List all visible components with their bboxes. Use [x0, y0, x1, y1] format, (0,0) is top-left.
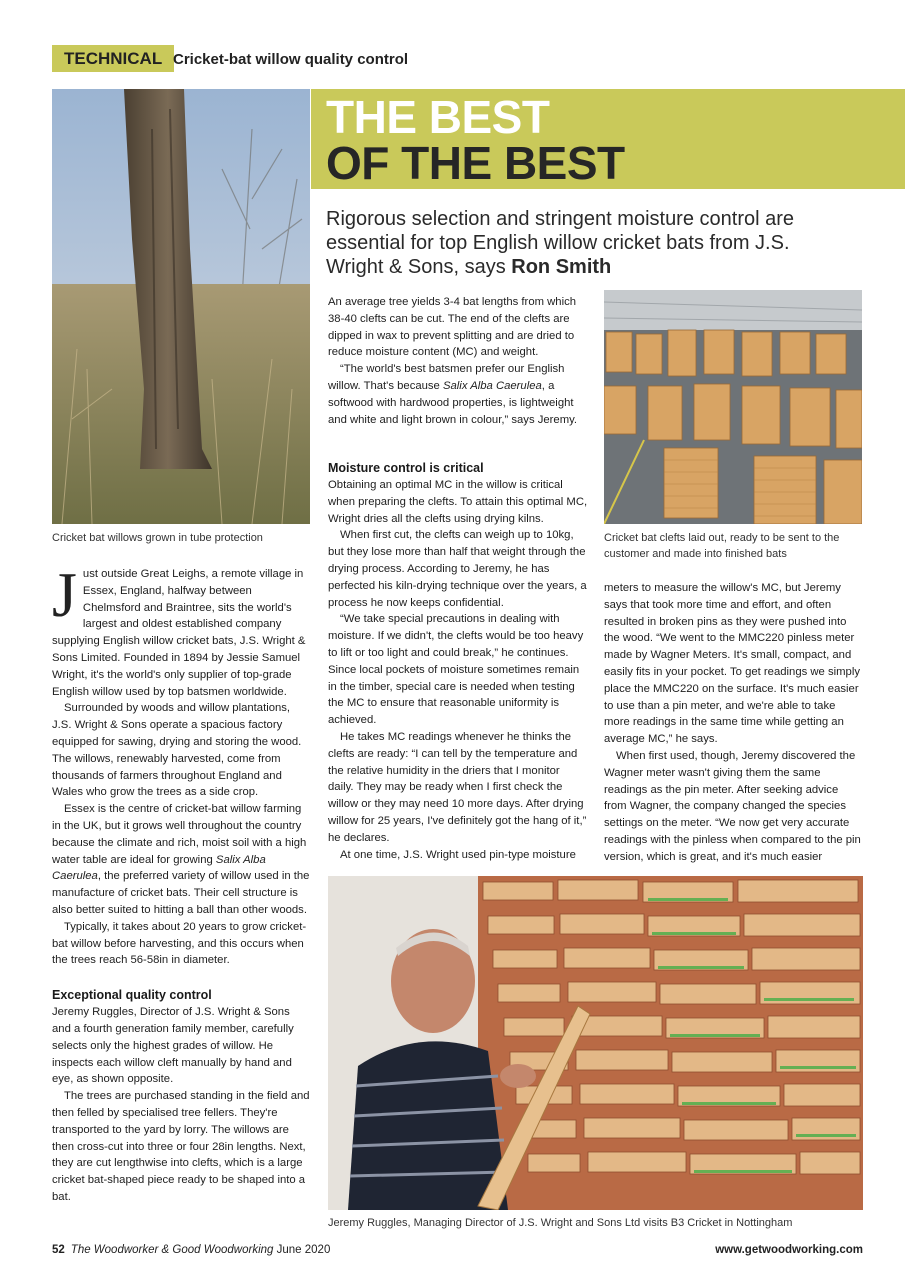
page-number: 52 — [52, 1244, 65, 1256]
caption-man: Jeremy Ruggles, Managing Director of J.S. Wright and Sons Ltd visits B3 Cricket in Nottingham — [328, 1217, 793, 1229]
footer-left — [52, 1244, 330, 1256]
middle-paragraph-3: Obtaining an optimal MC in the willow is critical when preparing the clefts. To attain this optimal MC, Wright dries all the clefts using drying kilns. — [328, 479, 588, 525]
standfirst-text: Rigorous selection and stringent moisture control are essential for top English willow cricket bats from J.S. Wright & Sons, says — [326, 208, 795, 278]
willow-tree-photo — [52, 89, 310, 524]
issue-date: June 2020 — [276, 1244, 331, 1256]
section-tag: TECHNICAL — [52, 45, 174, 72]
dropcap: J — [52, 566, 77, 630]
man-inspecting-cleft-photo — [328, 876, 863, 1210]
headline-line-1: THE BEST — [326, 91, 550, 143]
subhead-quality-control: Exceptional quality control — [52, 988, 212, 1003]
warehouse-clefts-photo — [604, 290, 862, 524]
middle-paragraph-4: When first cut, the clefts can weigh up to 10kg, but they lose more than half that weight through the drying process. According to Jeremy, he has perfected his kiln-drying technique over the years, a process he now keeps confidential. — [328, 529, 587, 609]
magazine-name: The Woodworker & Good Woodworking — [70, 1244, 274, 1256]
headline-line-2: OF THE BEST — [326, 137, 625, 189]
middle-paragraph-6: He takes MC readings whenever he thinks the clefts are ready: “I can tell by the temperature and the relative humidity in the driers that I monitor daily. They may be ready when I first check the willow or they may need 10 more days. After drying willow for 25 years, I've definitely got the hang of it,” he declares. — [328, 730, 587, 844]
left-paragraph-6: The trees are purchased standing in the field and then felled by specialised tree fellers. They're transported to the yard by lorry. The willows are then cross-cut into three or four 28in lengths. Next, they are cut lengthwise into clefts, which is a large cricket bat-shaped piece ready to be shaped into a bat. — [52, 1090, 310, 1203]
right-paragraph-1: meters to measure the willow's MC, but Jeremy says that took more time and effort, and often resulted in broken pins as they were pushed into the wood. “We went to the MMC220 pinless meter made by Wagner Meters. It's small, compact, and easily fits in your pocket. To get readings we simply place the MMC220 on the surface. It's much easier to use than a pin meter, and we're able to take more readings in the same time while getting an average MC,” he says. — [604, 582, 860, 746]
middle-paragraph-2: “The world's best batsmen prefer our English willow. That's because Salix Alba Caerulea, a softwood with hardwood properties, is lightweight and white and light brown in colour,” says Jeremy. — [328, 363, 578, 426]
standfirst — [326, 207, 816, 279]
left-column — [52, 566, 310, 1232]
middle-paragraph-7: At one time, J.S. Wright used pin-type moisture — [340, 848, 576, 861]
right-column — [604, 580, 862, 866]
caption-clefts: Cricket bat clefts laid out, ready to be sent to the customer and made into finished bats — [604, 532, 840, 560]
section-title: Cricket-bat willow quality control — [173, 51, 409, 68]
footer-url: www.getwoodworking.com — [715, 1244, 863, 1256]
left-paragraph-4: Typically, it takes about 20 years to grow cricket-bat willow before harvesting, and this occurs when the trees reach 56-58in in diameter. — [52, 920, 307, 967]
right-paragraph-2: When first used, though, Jeremy discovered the Wagner meter wasn't giving them the same readings as the pin meter. After seeking advice from Wagner, the company changed the species settings on the meter. “We now get very accurate readings with the pinless when compared to the pin version, which is great, and it's much easier — [604, 749, 861, 863]
left-paragraph-1: ust outside Great Leighs, a remote village in Essex, England, halfway between Chelmsford and Braintree, sits the world's largest and oldest established company supplying English willow cricket bats, J.S. Wright & Sons Limited. Founded in 1894 by Jessie Samuel Wright, it's the world's only supplier of top-grade English willow used by top batsmen worldwide. — [52, 568, 306, 698]
standfirst-author: Ron Smith — [511, 256, 612, 278]
subhead-moisture-control: Moisture control is critical — [328, 461, 484, 475]
left-paragraph-3: Essex is the centre of cricket-bat willow farming in the UK, but it grows well throughout the country because the climate and rich, moist soil with a high water table are ideal for growing Salix Alba Caerulea, the preferred variety of willow used in the manufacture of cricket bats. Their cell structure is also better suited to hitting a ball than other woods. — [52, 803, 310, 916]
middle-column-bottom — [328, 460, 588, 870]
middle-paragraph-1: An average tree yields 3-4 bat lengths from which 38-40 clefts can be cut. The end of the clefts are dipped in wax to prevent splitting and are dried to reduce moisture content (MC) and weight. — [328, 296, 577, 359]
middle-paragraph-5: “We take special precautions in dealing with moisture. If we didn't, the clefts would be too heavy to lift or too light and could break,” he continues. Since local pockets of moisture sometimes remain in the timber, special care is needed when testing the MC to ensure that reasonable uniformity is achieved. — [328, 613, 584, 727]
middle-column-top — [328, 294, 588, 444]
left-paragraph-2: Surrounded by woods and willow plantations, J.S. Wright & Sons operate a spacious factory equipped for sawing, drying and storing the wood. The willows, renewably harvested, come from thousands of farmers throughout England and Wales who grow the trees as a side crop. — [52, 702, 302, 799]
left-paragraph-5: Jeremy Ruggles, Director of J.S. Wright & Sons and a fourth generation family member, carefully selects only the highest grades of willow. He inspects each willow cleft manually by hand and eye, as shown opposite. — [52, 1006, 294, 1086]
caption-trees: Cricket bat willows grown in tube protection — [52, 532, 263, 544]
